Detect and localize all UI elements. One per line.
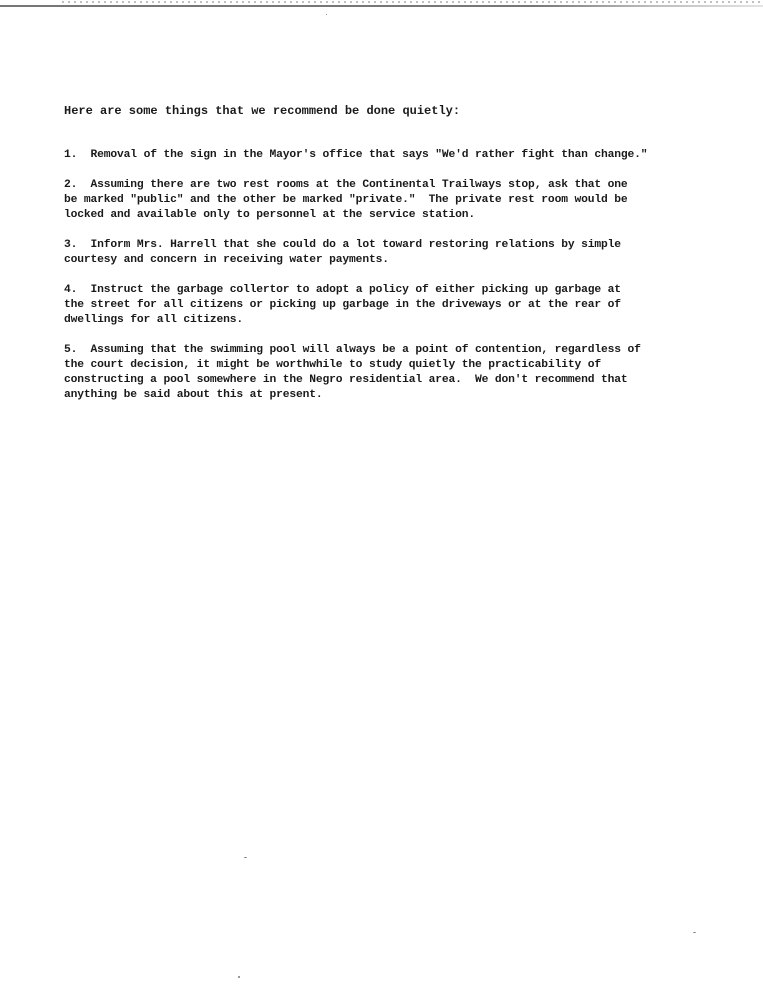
list-item	[64, 178, 724, 223]
list-item-line	[64, 283, 724, 298]
list-item-text: Inform Mrs. Harrell that she could do a lot toward restoring relations by simple	[90, 239, 621, 251]
list-item-number: 5.	[64, 344, 78, 356]
list-item-text: Assuming there are two rest rooms at the Continental Trailways stop, ask that one	[90, 179, 628, 191]
list-item-line: anything be said about this at present.	[64, 389, 323, 401]
list-item-number: 4.	[64, 284, 78, 296]
list-item-line: courtesy and concern in receiving water payments.	[64, 254, 389, 266]
top-edge-dots	[60, 0, 760, 4]
document-body	[64, 104, 724, 418]
list-item-line	[64, 343, 724, 358]
list-item-line: be marked "public" and the other be marked "private." The private rest room would be	[64, 194, 628, 206]
top-edge-rule	[0, 5, 763, 7]
scan-speck	[693, 932, 696, 933]
list-item-line: constructing a pool somewhere in the Negro residential area. We don't recommend that	[64, 374, 628, 386]
list-item-line: dwellings for all citizens.	[64, 314, 243, 326]
intro-text: Here are some things that we recommend be done quietly:	[64, 104, 461, 118]
list-item-line: the court decision, it might be worthwhile to study quietly the practicability of	[64, 359, 601, 371]
list-item-text: Instruct the garbage collertor to adopt a policy of either picking up garbage at	[90, 284, 621, 296]
list-item-line	[64, 178, 724, 193]
list-item	[64, 283, 724, 328]
list-item-text: Removal of the sign in the Mayor's office that says "We'd rather fight than change."	[90, 149, 648, 161]
scan-speck	[244, 857, 247, 858]
list-item-line: locked and available only to personnel at the service station.	[64, 209, 476, 221]
list-item-line	[64, 238, 724, 253]
list-item	[64, 238, 724, 268]
list-item-number: 3.	[64, 239, 78, 251]
list-item-line: the street for all citizens or picking up garbage in the driveways or at the rear of	[64, 299, 621, 311]
scan-speck	[326, 14, 327, 15]
list-item-text: Assuming that the swimming pool will always be a point of contention, regardless of	[90, 344, 641, 356]
list-item-number: 1.	[64, 149, 78, 161]
list-item-number: 2.	[64, 179, 78, 191]
list-item-line	[64, 148, 724, 163]
list-item	[64, 343, 724, 403]
scan-speck	[238, 976, 240, 978]
list-item	[64, 148, 724, 163]
